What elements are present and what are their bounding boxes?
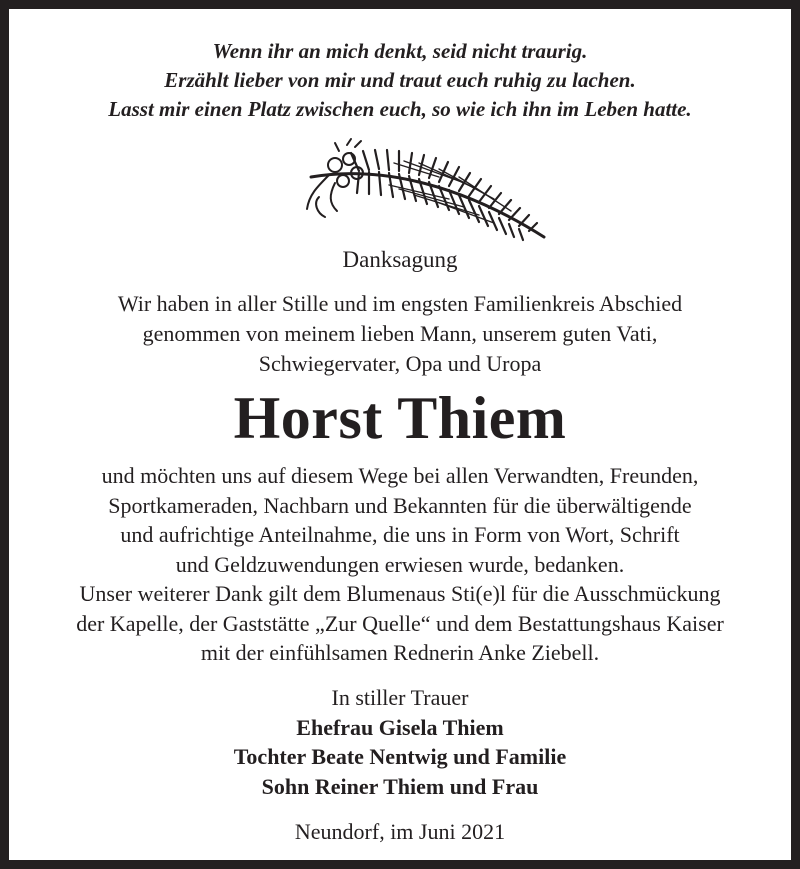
place-date: Neundorf, im Juni 2021 (294, 819, 506, 844)
body-line: mit der einfühlsamen Rednerin Anke Ziebell. (200, 640, 600, 665)
intro-line: Schwiegervater, Opa und Uropa (258, 351, 542, 376)
thanks-paragraph (9, 461, 791, 668)
intro-line: Wir haben in aller Stille und im engsten Familienkreis Abschied (117, 291, 683, 316)
body-line: Sportkameraden, Nachbarn und Bekannten für die überwältigende (108, 492, 692, 518)
poem-line: Erzählt lieber von mir und traut euch ruhig zu lachen. (164, 68, 636, 92)
deceased-name: Horst Thiem (233, 385, 567, 451)
mourner-line: Tochter Beate Nentwig und Familie (233, 744, 567, 769)
body-line: und möchten uns auf diesem Wege bei allen Verwandten, Freunden, (101, 463, 699, 488)
intro-paragraph (9, 289, 791, 379)
mourner-line: Ehefrau Gisela Thiem (296, 714, 504, 740)
fir-branch-icon (299, 137, 549, 245)
closing-intro: In stiller Trauer (331, 685, 469, 710)
poem (9, 37, 791, 124)
poem-line: Wenn ihr an mich denkt, seid nicht traurig. (212, 39, 588, 63)
body-line: der Kapelle, der Gaststätte „Zur Quelle“ und dem Bestattungshaus Kaiser (76, 610, 724, 636)
intro-line: genommen von meinem lieben Mann, unserem guten Vati, (142, 321, 658, 346)
closing-block (9, 683, 791, 801)
body-line: und aufrichtige Anteilnahme, die uns in Form von Wort, Schrift (120, 522, 680, 547)
heading: Danksagung (342, 247, 458, 272)
body-line: Unser weiterer Dank gilt dem Blumenaus Sti(e)l für die Ausschmückung (79, 581, 721, 606)
poem-line: Lasst mir einen Platz zwischen euch, so wie ich ihn im Leben hatte. (108, 97, 692, 121)
body-line: und Geldzuwendungen erwiesen wurde, bedanken. (175, 551, 625, 577)
mourner-line: Sohn Reiner Thiem und Frau (261, 773, 539, 799)
